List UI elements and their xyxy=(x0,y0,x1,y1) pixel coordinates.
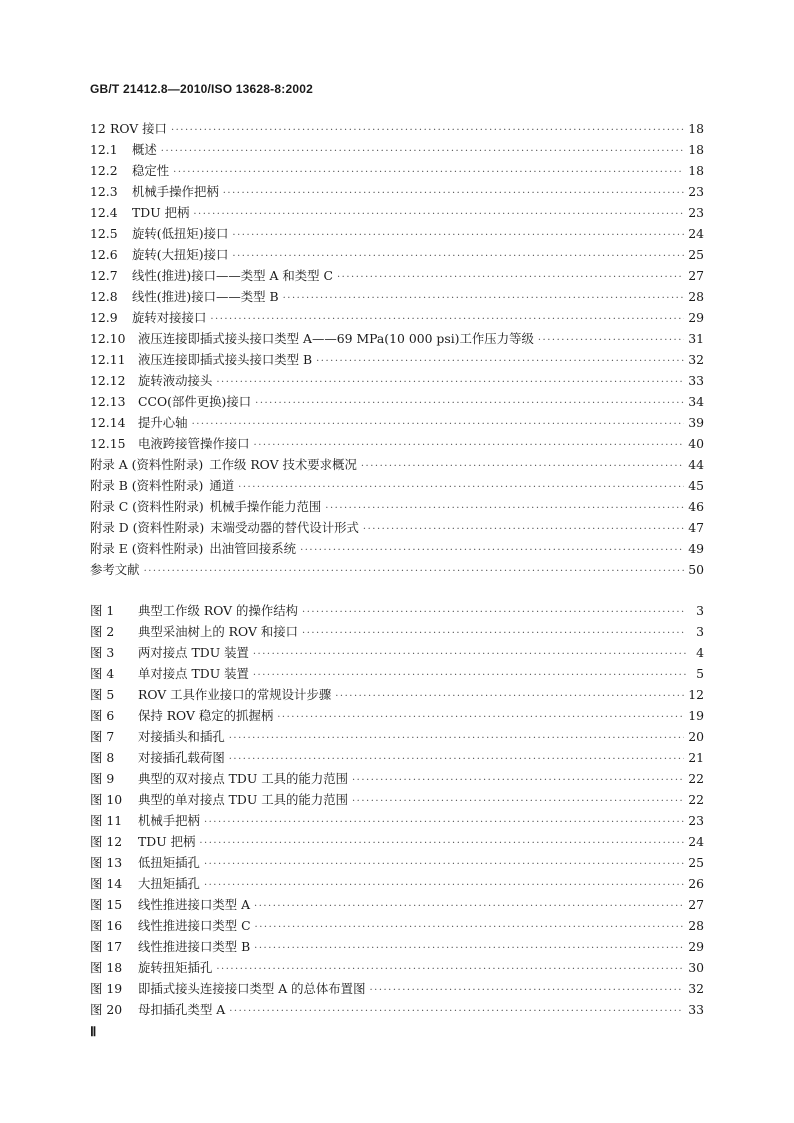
toc-entry-page: 3 xyxy=(696,603,704,618)
toc-entry-number: 附录 C (资料性附录) xyxy=(90,499,204,514)
toc-leader-dots xyxy=(302,602,686,623)
toc-leader-dots xyxy=(361,456,684,477)
toc-entry[interactable] xyxy=(90,684,704,705)
toc-leader-dots xyxy=(254,896,684,917)
toc-leader-dots xyxy=(255,917,685,938)
toc-entry-page: 28 xyxy=(688,289,704,304)
toc-leader-dots xyxy=(253,665,686,686)
standard-header: GB/T 21412.8—2010/ISO 13628-8:2002 xyxy=(90,82,313,96)
toc-entry-title: CCO(部件更换)接口 xyxy=(138,394,252,409)
toc-entry[interactable] xyxy=(90,559,704,580)
toc-leader-dots xyxy=(192,414,685,435)
toc-entry-number: 12.5 xyxy=(90,226,118,241)
toc-entry-page: 34 xyxy=(688,394,704,409)
toc-entry-title: 液压连接即插式接头接口类型 B xyxy=(138,352,313,367)
toc-entry-number: 参考文献 xyxy=(90,562,140,577)
toc-entry-number: 图 17 xyxy=(90,939,123,954)
toc-entry-page: 33 xyxy=(688,373,704,388)
toc-leader-dots xyxy=(538,330,684,351)
toc-entry-title: ROV 接口 xyxy=(110,121,167,136)
toc-entry[interactable] xyxy=(90,265,704,286)
toc-entry-title: 概述 xyxy=(132,142,157,157)
toc-entry-number: 图 9 xyxy=(90,771,115,786)
toc-leader-dots xyxy=(335,686,684,707)
toc-leader-dots xyxy=(229,728,684,749)
toc-entry-page: 47 xyxy=(688,520,704,535)
toc-entry-number: 附录 D (资料性附录) xyxy=(90,520,205,535)
toc-entry-title: 线性推进接口类型 B xyxy=(138,939,251,954)
toc-entry-page: 22 xyxy=(688,771,704,786)
toc-entry[interactable] xyxy=(90,286,704,307)
toc-entry[interactable] xyxy=(90,223,704,244)
toc-entry-title: 即插式接头连接接口类型 A 的总体布置图 xyxy=(138,981,366,996)
toc-entry-page: 18 xyxy=(688,142,704,157)
toc-entry-page: 19 xyxy=(688,708,704,723)
toc-entry[interactable] xyxy=(90,852,704,873)
toc-entry-page: 28 xyxy=(688,918,704,933)
toc-entry-title: 大扭矩插孔 xyxy=(138,876,200,891)
toc-entry[interactable] xyxy=(90,768,704,789)
toc-leader-dots xyxy=(210,309,684,330)
toc-entry-page: 27 xyxy=(688,268,704,283)
toc-entry-title: TDU 把柄 xyxy=(132,205,190,220)
toc-entry[interactable] xyxy=(90,663,704,684)
toc-entry[interactable] xyxy=(90,517,704,538)
toc-entry-page: 12 xyxy=(688,687,704,702)
toc-entry-number: 12.10 xyxy=(90,331,126,346)
toc-entry-number: 图 8 xyxy=(90,750,115,765)
toc-entry-number: 图 7 xyxy=(90,729,115,744)
toc-entry-title: 机械手操作把柄 xyxy=(132,184,219,199)
toc-entry-title: 线性(推进)接口——类型 B xyxy=(132,289,279,304)
toc-leader-dots xyxy=(223,183,684,204)
toc-entry-title: 典型采油树上的 ROV 和接口 xyxy=(138,624,299,639)
toc-entry-page: 33 xyxy=(688,1002,704,1017)
toc-entry[interactable] xyxy=(90,810,704,831)
toc-entry-title: 线性推进接口类型 C xyxy=(138,918,251,933)
toc-entry-number: 图 1 xyxy=(90,603,115,618)
toc-entry-title: 末端受动器的替代设计形式 xyxy=(210,520,359,535)
toc-leader-dots xyxy=(254,938,684,959)
toc-entry-page: 23 xyxy=(688,813,704,828)
toc-leader-dots xyxy=(363,519,684,540)
toc-entry[interactable] xyxy=(90,705,704,726)
toc-entry-title: 电液跨接管操作接口 xyxy=(138,436,250,451)
toc-leader-dots xyxy=(171,120,684,141)
toc-entry-title: 典型工作级 ROV 的操作结构 xyxy=(138,603,299,618)
toc-entry[interactable] xyxy=(90,244,704,265)
toc-entry-number: 图 2 xyxy=(90,624,115,639)
toc-entry-number: 12.9 xyxy=(90,310,118,325)
toc-entry-title: 旋转(大扭矩)接口 xyxy=(132,247,229,262)
toc-entry-number: 图 5 xyxy=(90,687,115,702)
toc-entry-number: 图 12 xyxy=(90,834,123,849)
toc-entry-number: 12.14 xyxy=(90,415,126,430)
toc-entry-title: 旋转对接接口 xyxy=(132,310,207,325)
toc-leader-dots xyxy=(161,141,684,162)
toc-entry-number: 图 13 xyxy=(90,855,123,870)
toc-entry-page: 49 xyxy=(688,541,704,556)
toc-entry[interactable] xyxy=(90,621,704,642)
toc-entry[interactable] xyxy=(90,642,704,663)
toc-leader-dots xyxy=(204,812,684,833)
toc-leader-dots xyxy=(229,749,684,770)
toc-entry-page: 23 xyxy=(688,205,704,220)
toc-entry-number: 图 11 xyxy=(90,813,123,828)
toc-entry[interactable] xyxy=(90,894,704,915)
toc-entry-page: 25 xyxy=(688,247,704,262)
toc-entry-title: TDU 把柄 xyxy=(138,834,196,849)
toc-leader-dots xyxy=(199,833,684,854)
toc-entry-number: 12.4 xyxy=(90,205,118,220)
toc-entry-title: 稳定性 xyxy=(132,163,170,178)
toc-entry[interactable] xyxy=(90,328,704,349)
toc-entry[interactable] xyxy=(90,831,704,852)
toc-entry-number: 12.6 xyxy=(90,247,118,262)
toc-entry-number: 12.12 xyxy=(90,373,126,388)
toc-entry[interactable] xyxy=(90,412,704,433)
toc-entry-title: 旋转扭矩插孔 xyxy=(138,960,213,975)
toc-entry-page: 4 xyxy=(696,645,704,660)
toc-entry[interactable] xyxy=(90,475,704,496)
toc-entry[interactable] xyxy=(90,496,704,517)
toc-entry[interactable] xyxy=(90,538,704,559)
toc-entry[interactable] xyxy=(90,747,704,768)
toc-entry[interactable] xyxy=(90,915,704,936)
toc-entry[interactable] xyxy=(90,181,704,202)
toc-entry[interactable] xyxy=(90,454,704,475)
toc-leader-dots xyxy=(216,959,684,980)
toc-entry-number: 图 3 xyxy=(90,645,115,660)
toc-entry-number: 12.13 xyxy=(90,394,126,409)
toc-leader-dots xyxy=(204,854,684,875)
toc-entry[interactable] xyxy=(90,873,704,894)
toc-entry-number: 图 20 xyxy=(90,1002,123,1017)
toc-leader-dots xyxy=(254,435,685,456)
list-of-figures xyxy=(90,600,704,1020)
toc-entry-page: 40 xyxy=(688,436,704,451)
toc-leader-dots xyxy=(352,770,684,791)
toc-entry-title: 提升心轴 xyxy=(138,415,188,430)
toc-entry[interactable] xyxy=(90,433,704,454)
toc-entry-page: 30 xyxy=(688,960,704,975)
toc-entry-page: 45 xyxy=(688,478,704,493)
toc-leader-dots xyxy=(255,393,684,414)
toc-entry-number: 附录 E (资料性附录) xyxy=(90,541,204,556)
toc-entry[interactable] xyxy=(90,726,704,747)
toc-entry-title: 旋转液动接头 xyxy=(138,373,213,388)
toc-entry-page: 50 xyxy=(688,562,704,577)
toc-leader-dots xyxy=(232,246,684,267)
toc-entry-page: 32 xyxy=(688,981,704,996)
toc-leader-dots xyxy=(204,875,684,896)
toc-entry-page: 3 xyxy=(696,624,704,639)
toc-entry[interactable] xyxy=(90,936,704,957)
toc-entry-page: 25 xyxy=(688,855,704,870)
toc-leader-dots xyxy=(369,980,684,1001)
toc-entry-page: 5 xyxy=(696,666,704,681)
toc-entry[interactable] xyxy=(90,160,704,181)
toc-entry-page: 20 xyxy=(688,729,704,744)
toc-entry-title: 线性推进接口类型 A xyxy=(138,897,251,912)
toc-entry-number: 图 18 xyxy=(90,960,123,975)
toc-leader-dots xyxy=(216,372,684,393)
toc-entry-title: 单对接点 TDU 装置 xyxy=(138,666,249,681)
toc-entry-title: ROV 工具作业接口的常规设计步骤 xyxy=(138,687,332,702)
toc-entry-number: 图 4 xyxy=(90,666,115,681)
toc-entry[interactable] xyxy=(90,349,704,370)
toc-entry-page: 31 xyxy=(688,331,704,346)
toc-entry-number: 12.15 xyxy=(90,436,126,451)
toc-leader-dots xyxy=(300,540,684,561)
toc-entry-title: 出油管回接系统 xyxy=(209,541,297,556)
toc-entry-page: 21 xyxy=(688,750,704,765)
toc-entry-title: 通道 xyxy=(209,478,235,493)
toc-leader-dots xyxy=(253,644,686,665)
toc-leader-dots xyxy=(352,791,684,812)
page-number-roman: Ⅱ xyxy=(90,1024,97,1039)
toc-entry-title: 典型的单对接点 TDU 工具的能力范围 xyxy=(138,792,348,807)
toc-entry-title: 保持 ROV 稳定的抓握柄 xyxy=(138,708,274,723)
toc-entry[interactable] xyxy=(90,978,704,999)
toc-entry-number: 图 15 xyxy=(90,897,123,912)
toc-leader-dots xyxy=(283,288,685,309)
toc-entry[interactable] xyxy=(90,391,704,412)
toc-entry-page: 23 xyxy=(688,184,704,199)
toc-entry-number: 12.7 xyxy=(90,268,118,283)
toc-entry-title: 机械手操作能力范围 xyxy=(209,499,322,514)
toc-entry-title: 旋转(低扭矩)接口 xyxy=(132,226,229,241)
toc-entry[interactable] xyxy=(90,118,704,139)
toc-entry-number: 12.2 xyxy=(90,163,118,178)
toc-entry-number: 12.1 xyxy=(90,142,118,157)
toc-entry-title: 线性(推进)接口——类型 A 和类型 C xyxy=(132,268,333,283)
toc-entry-number: 12.11 xyxy=(90,352,126,367)
toc-entry-page: 27 xyxy=(688,897,704,912)
toc-entry-number: 图 6 xyxy=(90,708,115,723)
toc-entry-page: 24 xyxy=(688,226,704,241)
toc-entry[interactable] xyxy=(90,999,704,1020)
toc-entry-page: 29 xyxy=(688,939,704,954)
table-of-contents xyxy=(90,118,704,580)
toc-entry-number: 图 10 xyxy=(90,792,123,807)
toc-entry-number: 附录 A (资料性附录) xyxy=(90,457,204,472)
toc-entry-page: 24 xyxy=(688,834,704,849)
toc-entry-number: 附录 B (资料性附录) xyxy=(90,478,204,493)
toc-leader-dots xyxy=(277,707,684,728)
toc-entry-number: 图 16 xyxy=(90,918,123,933)
toc-entry[interactable] xyxy=(90,600,704,621)
toc-leader-dots xyxy=(316,351,684,372)
toc-entry-title: 对接插孔载荷图 xyxy=(138,750,225,765)
toc-entry-page: 46 xyxy=(688,499,704,514)
toc-entry-page: 26 xyxy=(688,876,704,891)
toc-entry-title: 液压连接即插式接头接口类型 A——69 MPa(10 000 psi)工作压力等级 xyxy=(138,331,534,346)
toc-entry-number: 图 19 xyxy=(90,981,123,996)
toc-entry-title: 两对接点 TDU 装置 xyxy=(138,645,249,660)
toc-entry-title: 机械手把柄 xyxy=(138,813,200,828)
toc-entry[interactable] xyxy=(90,202,704,223)
toc-entry-page: 22 xyxy=(688,792,704,807)
toc-entry-page: 44 xyxy=(688,457,704,472)
toc-entry-page: 18 xyxy=(688,163,704,178)
toc-entry-number: 12.8 xyxy=(90,289,118,304)
toc-leader-dots xyxy=(337,267,684,288)
toc-entry[interactable] xyxy=(90,789,704,810)
toc-entry-number: 12 xyxy=(90,121,106,136)
toc-entry-number: 12.3 xyxy=(90,184,118,199)
toc-leader-dots xyxy=(229,1001,684,1022)
toc-entry-number: 图 14 xyxy=(90,876,123,891)
toc-entry-title: 工作级 ROV 技术要求概况 xyxy=(209,457,357,472)
toc-entry-page: 39 xyxy=(688,415,704,430)
toc-entry-title: 母扣插孔类型 A xyxy=(138,1002,226,1017)
toc-leader-dots xyxy=(232,225,684,246)
toc-entry[interactable] xyxy=(90,307,704,328)
toc-leader-dots xyxy=(193,204,684,225)
toc-entry-page: 18 xyxy=(688,121,704,136)
toc-entry[interactable] xyxy=(90,370,704,391)
toc-leader-dots xyxy=(325,498,684,519)
toc-leader-dots xyxy=(238,477,684,498)
toc-entry-page: 29 xyxy=(688,310,704,325)
toc-leader-dots xyxy=(302,623,686,644)
toc-entry[interactable] xyxy=(90,139,704,160)
toc-entry-page: 32 xyxy=(688,352,704,367)
toc-leader-dots xyxy=(144,561,685,582)
toc-entry-title: 低扭矩插孔 xyxy=(138,855,200,870)
toc-entry-title: 对接插头和插孔 xyxy=(138,729,225,744)
toc-entry[interactable] xyxy=(90,957,704,978)
toc-leader-dots xyxy=(173,162,684,183)
toc-entry-title: 典型的双对接点 TDU 工具的能力范围 xyxy=(138,771,348,786)
